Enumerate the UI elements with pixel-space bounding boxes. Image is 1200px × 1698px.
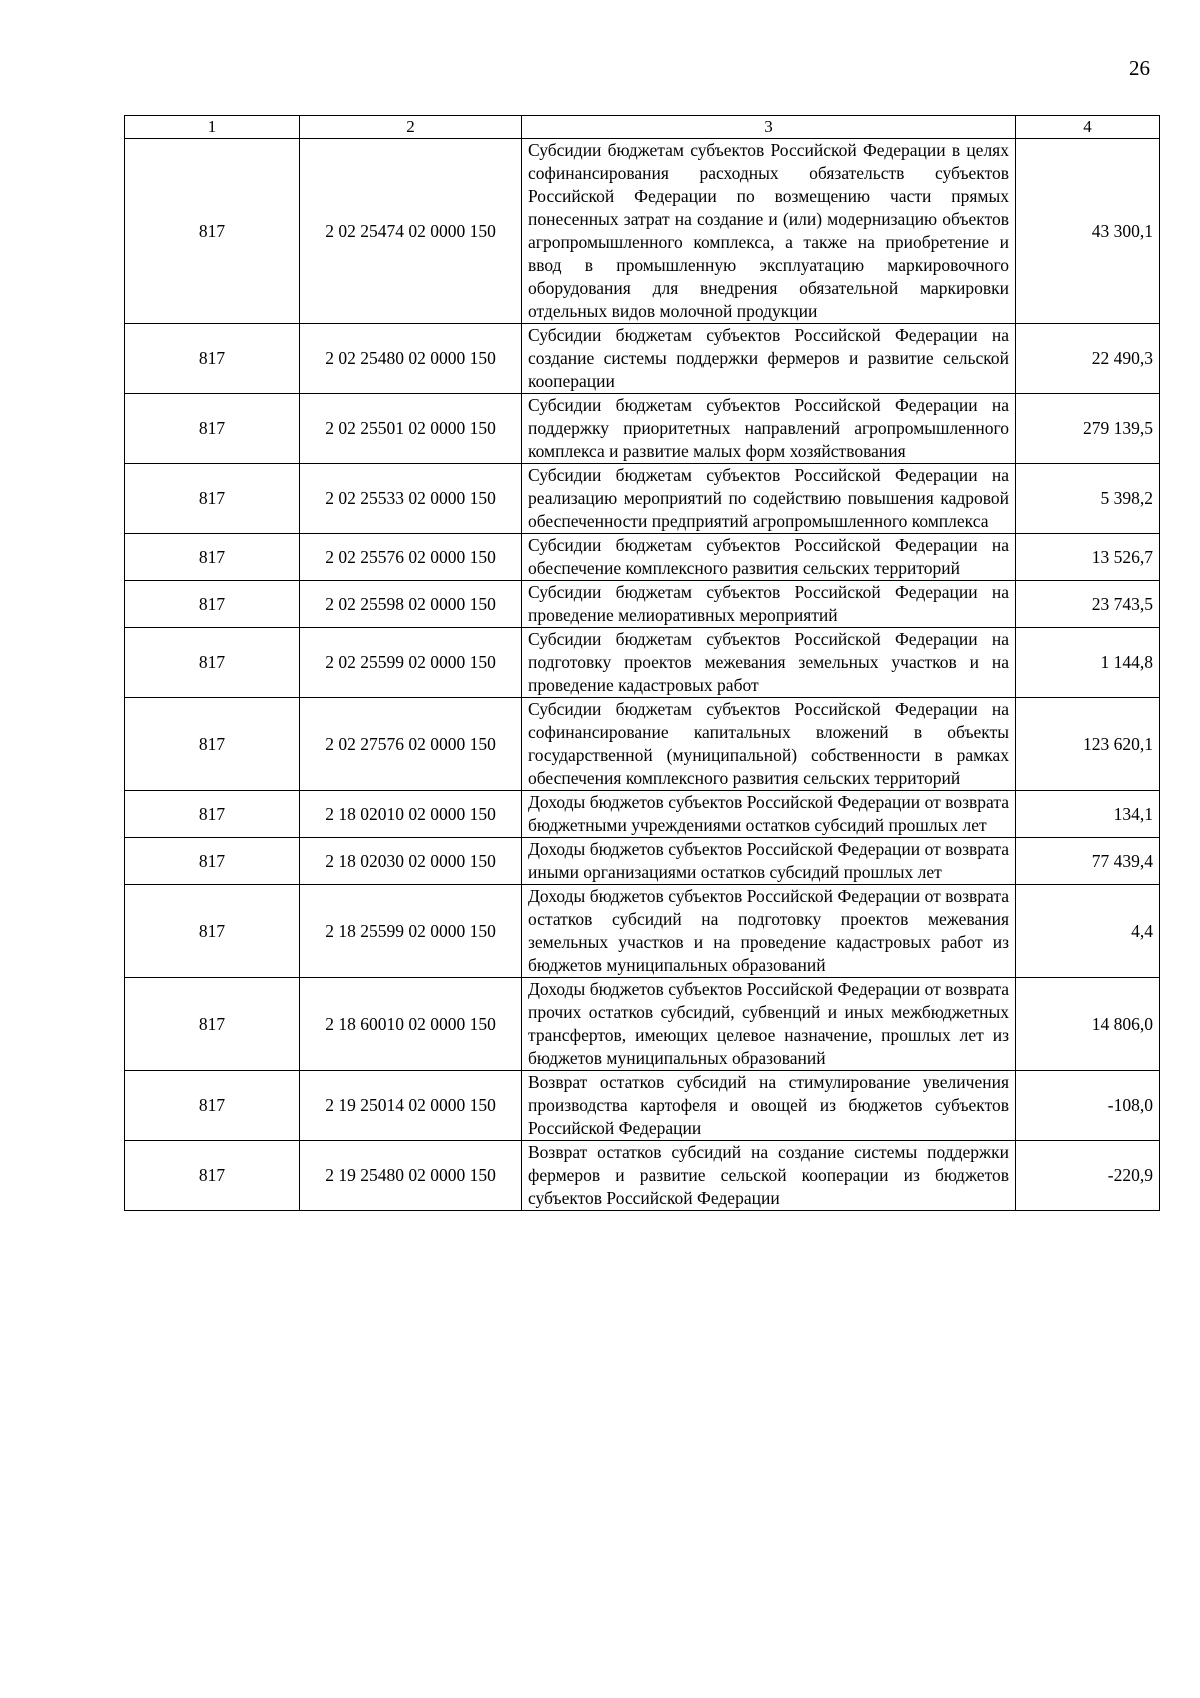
column-header-4: 4 [1016,116,1160,139]
amount-cell: 77 439,4 [1016,838,1160,885]
admin-code-cell: 817 [125,1071,300,1141]
amount-cell: 279 139,5 [1016,394,1160,464]
description-cell: Субсидии бюджетам субъектов Российской Федерации на поддержку приоритетных направлений агропромышленного комплекса и развитие малых форм хозяйствования [522,394,1016,464]
table-row [125,698,1160,791]
column-header-2: 2 [300,116,522,139]
budget-code-cell: 2 19 25014 02 0000 150 [300,1071,522,1141]
table-row [125,324,1160,394]
amount-cell: 22 490,3 [1016,324,1160,394]
admin-code-cell: 817 [125,698,300,791]
description-cell: Субсидии бюджетам субъектов Российской Федерации на софинансирование капитальных вложений в объекты государственной (муниципальной) собственности в рамках обеспечения комплексного развития сельских территорий [522,698,1016,791]
table-row [125,885,1160,978]
admin-code-cell: 817 [125,1141,300,1211]
budget-code-cell: 2 18 60010 02 0000 150 [300,978,522,1071]
budget-code-cell: 2 02 25480 02 0000 150 [300,324,522,394]
description-cell: Субсидии бюджетам субъектов Российской Федерации на проведение мелиоративных мероприятий [522,581,1016,628]
budget-code-cell: 2 18 02030 02 0000 150 [300,838,522,885]
table-row [125,139,1160,324]
budget-code-cell: 2 02 25474 02 0000 150 [300,139,522,324]
budget-code-cell: 2 18 02010 02 0000 150 [300,791,522,838]
admin-code-cell: 817 [125,581,300,628]
table-row [125,581,1160,628]
budget-code-cell: 2 02 25533 02 0000 150 [300,464,522,534]
table-row [125,534,1160,581]
admin-code-cell: 817 [125,464,300,534]
amount-cell: 134,1 [1016,791,1160,838]
admin-code-cell: 817 [125,791,300,838]
admin-code-cell: 817 [125,978,300,1071]
description-cell: Субсидии бюджетам субъектов Российской Федерации в целях софинансирования расходных обязательств субъектов Российской Федерации по возмещению части прямых понесенных затрат на создание и (или) модернизацию объектов агропромышленного комплекса, а также на приобретение и ввод в промышленную эксплуатацию маркировочного оборудования для внедрения обязательной маркировки отдельных видов молочной продукции [522,139,1016,324]
column-header-3: 3 [522,116,1016,139]
table-row [125,394,1160,464]
header-row [125,116,1160,139]
description-cell: Субсидии бюджетам субъектов Российской Федерации на создание системы поддержки фермеров и развитие сельской кооперации [522,324,1016,394]
description-cell: Доходы бюджетов субъектов Российской Федерации от возврата бюджетными учреждениями остатков субсидий прошлых лет [522,791,1016,838]
table-row [125,1141,1160,1211]
amount-cell: 14 806,0 [1016,978,1160,1071]
budget-code-cell: 2 02 27576 02 0000 150 [300,698,522,791]
table-row [125,1071,1160,1141]
description-cell: Возврат остатков субсидий на создание системы поддержки фермеров и развитие сельской кооперации из бюджетов субъектов Российской Федерации [522,1141,1016,1211]
description-cell: Доходы бюджетов субъектов Российской Федерации от возврата иными организациями остатков субсидий прошлых лет [522,838,1016,885]
amount-cell: -108,0 [1016,1071,1160,1141]
description-cell: Возврат остатков субсидий на стимулирование увеличения производства картофеля и овощей из бюджетов субъектов Российской Федерации [522,1071,1016,1141]
admin-code-cell: 817 [125,885,300,978]
amount-cell: 123 620,1 [1016,698,1160,791]
table-row [125,464,1160,534]
page-number: 26 [1129,56,1150,80]
amount-cell: 13 526,7 [1016,534,1160,581]
admin-code-cell: 817 [125,139,300,324]
admin-code-cell: 817 [125,628,300,698]
table-header [125,116,1160,139]
amount-cell: 5 398,2 [1016,464,1160,534]
budget-code-cell: 2 02 25576 02 0000 150 [300,534,522,581]
table-row [125,628,1160,698]
table-row [125,838,1160,885]
description-cell: Субсидии бюджетам субъектов Российской Федерации на обеспечение комплексного развития сельских территорий [522,534,1016,581]
amount-cell: 4,4 [1016,885,1160,978]
column-header-1: 1 [125,116,300,139]
revenue-table [124,115,1160,1211]
admin-code-cell: 817 [125,534,300,581]
description-cell: Субсидии бюджетам субъектов Российской Федерации на подготовку проектов межевания земельных участков и на проведение кадастровых работ [522,628,1016,698]
admin-code-cell: 817 [125,324,300,394]
budget-code-cell: 2 02 25599 02 0000 150 [300,628,522,698]
table-row [125,791,1160,838]
amount-cell: 23 743,5 [1016,581,1160,628]
amount-cell: 1 144,8 [1016,628,1160,698]
description-cell: Доходы бюджетов субъектов Российской Федерации от возврата прочих остатков субсидий, субвенций и иных межбюджетных трансфертов, имеющих целевое назначение, прошлых лет из бюджетов муниципальных образований [522,978,1016,1071]
description-cell: Субсидии бюджетам субъектов Российской Федерации на реализацию мероприятий по содействию повышения кадровой обеспеченности предприятий агропромышленного комплекса [522,464,1016,534]
budget-code-cell: 2 02 25598 02 0000 150 [300,581,522,628]
admin-code-cell: 817 [125,838,300,885]
description-cell: Доходы бюджетов субъектов Российской Федерации от возврата остатков субсидий на подготовку проектов межевания земельных участков и на проведение кадастровых работ из бюджетов муниципальных образований [522,885,1016,978]
amount-cell: 43 300,1 [1016,139,1160,324]
budget-code-cell: 2 19 25480 02 0000 150 [300,1141,522,1211]
table-row [125,978,1160,1071]
budget-code-cell: 2 02 25501 02 0000 150 [300,394,522,464]
budget-code-cell: 2 18 25599 02 0000 150 [300,885,522,978]
admin-code-cell: 817 [125,394,300,464]
table-body [125,139,1160,1211]
amount-cell: -220,9 [1016,1141,1160,1211]
